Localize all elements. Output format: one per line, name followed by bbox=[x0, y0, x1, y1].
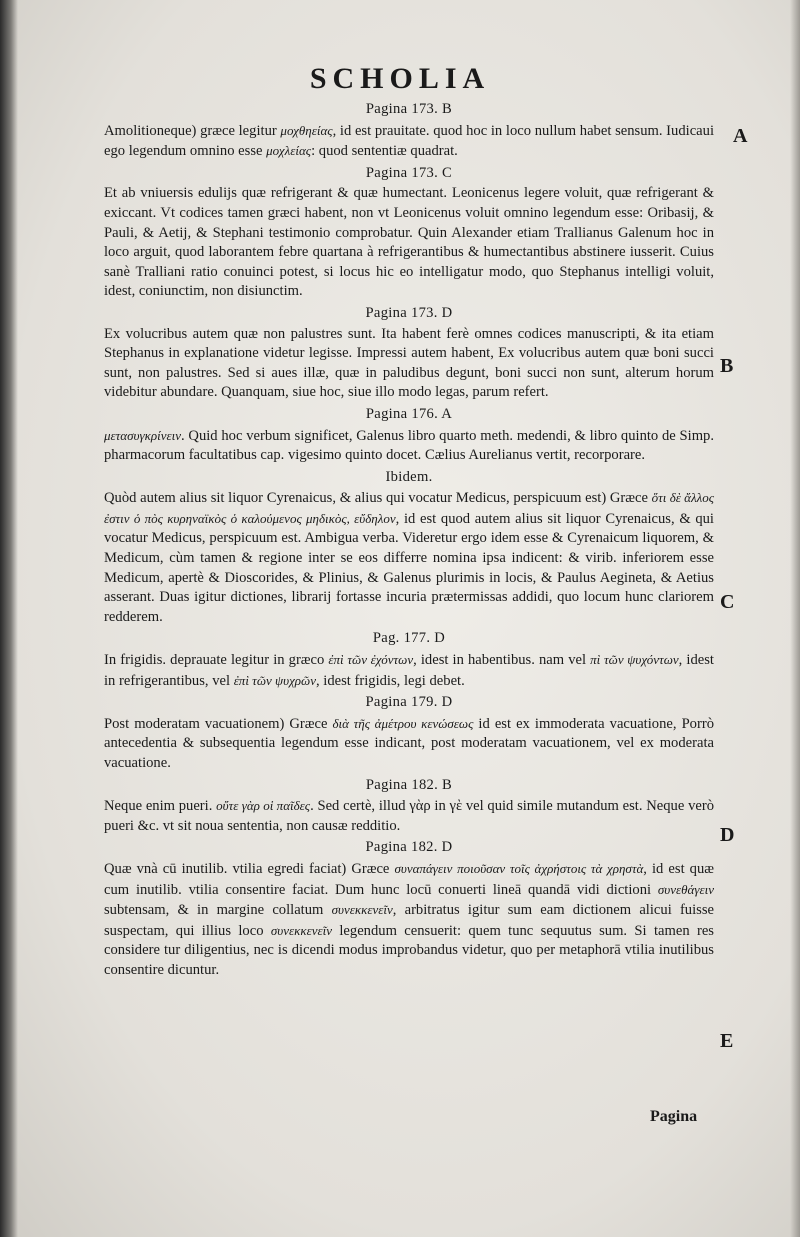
section-heading: Pagina 182. D bbox=[365, 839, 453, 856]
section-heading: Pagina 176. A bbox=[365, 405, 453, 422]
latin-text: Amolitioneque) græce legitur bbox=[104, 122, 281, 139]
latin-text: , idest frigidis, legi debet. bbox=[316, 672, 465, 689]
section-heading: Pagina 173. D bbox=[365, 304, 453, 321]
greek-phrase: μετασυγκρίνειν bbox=[104, 427, 181, 443]
section-heading: Pagina 179. D bbox=[365, 694, 453, 711]
latin-text: Quòd autem alius sit liquor Cyrenaicus, & alius qui vocatur Medicus, perspicuum est) Græce bbox=[104, 490, 652, 507]
latin-text: , id est quæ cum inutilib. vtilia consentire faciat. Dum hunc locū conuerti lineā quandā vidi dictioni bbox=[104, 860, 714, 898]
section-paragraph bbox=[104, 325, 714, 403]
scholion-section bbox=[104, 100, 714, 162]
margin-letter-c: C bbox=[720, 591, 735, 613]
latin-text: . Quid hoc verbum significet, Galenus libro quarto meth. medendi, & libro quinto de Simp. pharmacorum facultatibus cap. vigesimo quinto docet. Cælius Aurelianus vertit, recorporare. bbox=[104, 427, 714, 464]
section-paragraph bbox=[104, 121, 714, 162]
latin-text: Ex volucribus autem quæ non palustres sunt. Ita habent ferè omnes codices manuscripti, & ita etiam Stephanus in explanatione videtur legisse. Impressi autem habent, Ex volucribus autem quæ boni succi sunt, non palustres. Sed si aues illæ, quæ in paludibus degunt, boni succi non sunt, alterum horum videbitur abundare. Quanquam, siue hoc, siue illo modo legas, parum refert. bbox=[104, 325, 714, 401]
latin-text: Quæ vnà cū inutilib. vtilia egredi faciat) Græce bbox=[104, 860, 395, 877]
section-heading: Pag. 177. D bbox=[372, 630, 446, 647]
margin-letter-b: B bbox=[720, 355, 734, 377]
section-paragraph bbox=[104, 714, 714, 774]
greek-phrase: συναπάγειν ποιοῦσαν τοῖς ἀχρήστοις τὰ χρηστὰ bbox=[394, 860, 644, 876]
section-heading: Ibidem. bbox=[385, 468, 433, 485]
greek-phrase: μοχθηείας bbox=[280, 122, 333, 138]
section-paragraph bbox=[104, 650, 714, 691]
scholion-section bbox=[104, 776, 714, 837]
catchword: Pagina bbox=[650, 1108, 698, 1125]
latin-text: , id est quod autem alius sit liquor Cyrenaicus, & qui vocatur Medicus, perspicuum est. Ambigua verba. Videretur ergo idem esse & Cyrenaicum liquorem, & Medicum, cùm tamen & regione inter se eos differre nomina ipsa indicent: & virib. inferiorem esse Medicum, apertè & Dioscorides, & Plinius, & Galenus plurimis in locis, & Paulus Aegineta, & Aetius asserant. Duas igitur dictiones, librarij fortasse incuria prætermissas addidi, quo locum hunc clariorem redderem. bbox=[104, 510, 714, 625]
latin-text: legendum censuerit: quem tunc sequutus sum. Si tamen res considere tur diligentius, nec is dicendi modus improbandus videtur, quo per metaphorā vtilia inutilibus consentire dicuntur. bbox=[104, 922, 714, 978]
section-paragraph bbox=[104, 426, 714, 466]
latin-text: Et ab vniuersis edulijs quæ refrigerant & quæ humectant. Leonicenus legere voluit, quæ refrigerant & exiccant. Vt codices tamen græci habent, non vt Leonicenus voluit omnino legendum esse: Oribasij, & Pauli, & Aetij, & Stephani testimonio comprobatur. Quin Alexander etiam Trallianus Galenum hoc in loco arguit, quod laborantem febre quartana à refrigerantibus & humectantibus abstinere iusserit. Cuius sanè Tralliani ratio conuinci potest, si locus hic eo intelligatur modo, quo Stephanus intelligi voluit, idest, coniunctim, non disiunctim. bbox=[104, 185, 714, 300]
section-paragraph bbox=[104, 796, 714, 836]
scholion-section bbox=[104, 629, 714, 691]
section-heading: Pagina 173. B bbox=[365, 101, 453, 117]
greek-phrase: συνεκκενεῖν bbox=[331, 902, 393, 918]
latin-text: , arbitratus igitur sum eam dictionem alicui fuisse suspectam, qui illius loco bbox=[104, 902, 714, 939]
scholia-text bbox=[104, 98, 714, 983]
latin-text: Post moderatam vacuationem) Græce bbox=[104, 715, 333, 732]
scholion-section bbox=[104, 693, 714, 773]
page-title: SCHOLIA bbox=[309, 62, 491, 95]
latin-text: Neque enim pueri. bbox=[104, 798, 217, 815]
greek-phrase: οὔτε γὰρ οἱ παῖδες bbox=[216, 798, 311, 814]
margin-letter-a: A bbox=[733, 125, 748, 147]
latin-text: , idest in refrigerantibus, vel bbox=[104, 652, 714, 689]
latin-text: subtensam, & in margine collatum bbox=[104, 902, 332, 919]
section-heading: Pagina 182. B bbox=[365, 776, 453, 793]
scholion-section bbox=[104, 468, 714, 628]
greek-phrase: πὶ τῶν ψυχόντων bbox=[590, 652, 679, 668]
section-paragraph bbox=[104, 488, 714, 627]
scholion-section bbox=[104, 164, 714, 302]
greek-phrase: ἐπὶ τῶν ψυχρῶν bbox=[233, 672, 316, 688]
greek-phrase: ἐπὶ τῶν ἐχόντων bbox=[328, 652, 414, 668]
section-heading: Pagina 173. C bbox=[365, 164, 453, 181]
greek-phrase: διὰ τῆς ἀμέτρου κενώσεως bbox=[332, 715, 474, 731]
latin-text: : quod sententiæ quadrat. bbox=[311, 143, 458, 160]
page-edge-shadow bbox=[790, 0, 800, 1237]
latin-text: id est ex immoderata vacuatione, Porrò antecedentia & subsequentia legendum esse indicant, post moderatam vacuationem, vel ex moderata vacuatione. bbox=[104, 715, 714, 771]
latin-text: , id est prauitate. quod hoc in loco nullum habet sensum. Iudicaui ego legendum omnino esse bbox=[104, 122, 714, 160]
greek-phrase: συνεκκενεῖν bbox=[270, 922, 333, 938]
greek-phrase: μοχλείας bbox=[266, 143, 312, 159]
section-paragraph bbox=[104, 184, 714, 302]
latin-text: . Sed certè, illud γὰρ in γὲ vel quid simile mutandum est. Neque verò pueri &c. vt sit noua sententia, non causæ redditio. bbox=[104, 798, 714, 834]
section-paragraph bbox=[104, 859, 714, 981]
scholion-section bbox=[104, 838, 714, 980]
latin-text: In frigidis. deprauate legitur in græco bbox=[104, 652, 329, 669]
binding-gutter bbox=[0, 0, 18, 1237]
scholion-section bbox=[104, 405, 714, 466]
greek-phrase: ὅτι δὲ ἄλλος ἐστιν ὁ πὸς κυρηναϊκὸς ὁ καλούμενος μηδικὸς, εὔδηλον bbox=[104, 490, 714, 526]
margin-letter-e: E bbox=[720, 1030, 734, 1052]
scholion-section bbox=[104, 304, 714, 403]
greek-phrase: συνεθάγειν bbox=[657, 881, 714, 897]
margin-letter-d: D bbox=[720, 824, 735, 846]
latin-text: , idest in habentibus. nam vel bbox=[413, 652, 591, 669]
